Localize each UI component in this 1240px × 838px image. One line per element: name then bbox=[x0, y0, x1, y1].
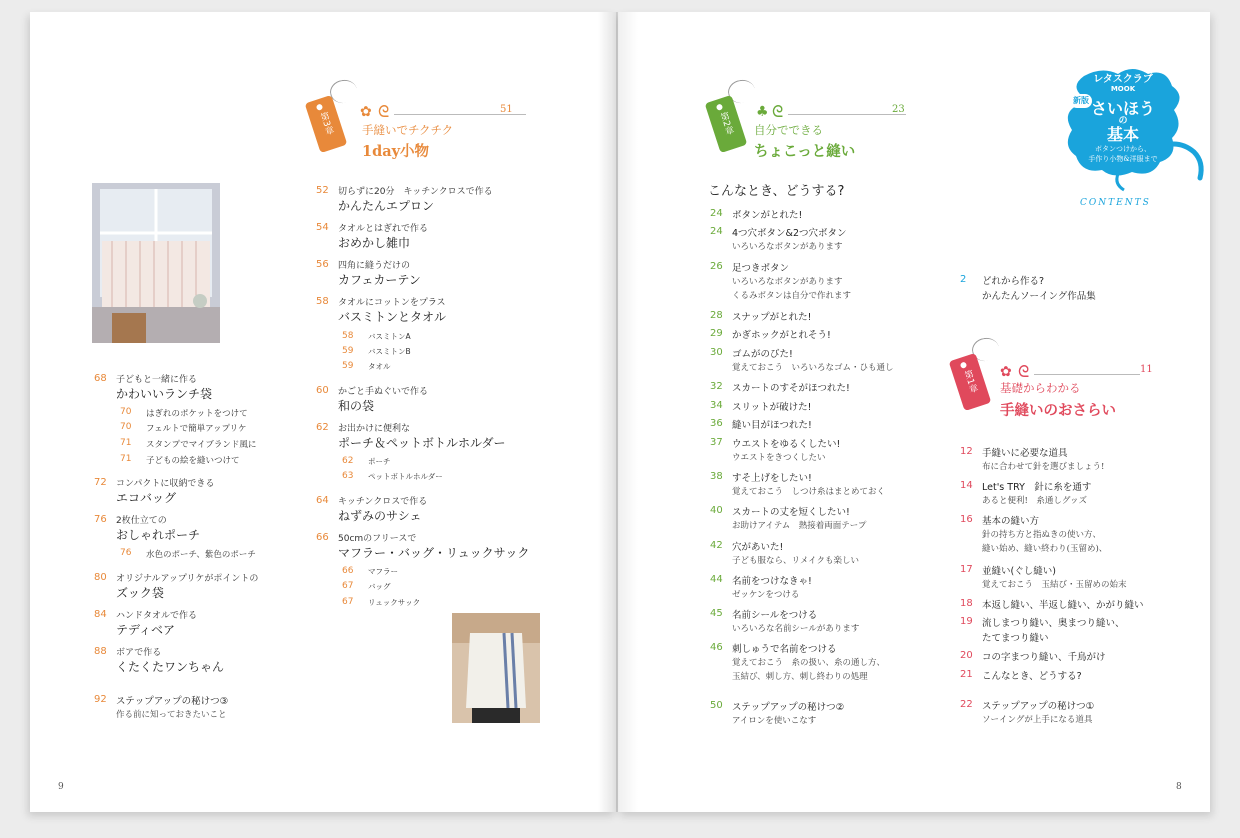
header-rule bbox=[788, 114, 906, 115]
section-heading: こんなとき、どうする? bbox=[708, 184, 845, 199]
section-subtitle: 自分でできる bbox=[754, 123, 823, 137]
new-edition-badge: 新版 bbox=[1070, 94, 1092, 108]
apron-photo bbox=[452, 613, 540, 723]
section-title: 手縫いのおさらい bbox=[1000, 402, 1116, 419]
logo-tagline-1: ボタンつけから、 bbox=[1095, 145, 1151, 153]
section-page: 11 bbox=[1140, 364, 1153, 375]
swirl-ornament: ᘓ bbox=[1018, 362, 1030, 381]
clover-icon: ♣ bbox=[756, 104, 769, 120]
section-page: 51 bbox=[500, 104, 513, 115]
section-page: 23 bbox=[892, 104, 905, 115]
section-title: ちょこっと縫い bbox=[754, 143, 856, 160]
header-rule bbox=[1034, 374, 1140, 375]
cafe-curtain-photo bbox=[92, 183, 220, 343]
logo-title-no: の bbox=[1118, 116, 1128, 126]
flower-icon: ✿ bbox=[360, 104, 372, 120]
logo-mook: MOOK bbox=[1110, 85, 1136, 93]
book-gutter bbox=[598, 12, 638, 812]
chapter-tag: 第3章 bbox=[305, 95, 348, 153]
page-number-left: 9 bbox=[58, 782, 64, 792]
section-subtitle: 基礎からわかる bbox=[1000, 381, 1081, 395]
logo-title-1: さいほう bbox=[1090, 99, 1155, 118]
swirl-ornament: ᘓ bbox=[378, 102, 390, 121]
chapter-tag: 第2章 bbox=[705, 95, 748, 153]
logo-title-2: 基本 bbox=[1106, 125, 1139, 144]
page-number-right: 8 bbox=[1176, 782, 1182, 792]
section-subtitle: 手縫いでチクチク bbox=[362, 123, 454, 137]
chapter-tag: 第1章 bbox=[949, 353, 992, 411]
logo-brand: レタスクラブ bbox=[1093, 74, 1153, 85]
flower-icon: ✿ bbox=[1000, 364, 1012, 380]
section-title: 1day小物 bbox=[362, 143, 430, 160]
swirl-ornament: ᘓ bbox=[772, 102, 784, 121]
logo-tagline-2: 手作り小物&洋服まで bbox=[1088, 155, 1158, 163]
contents-label: CONTENTS bbox=[1080, 198, 1151, 208]
